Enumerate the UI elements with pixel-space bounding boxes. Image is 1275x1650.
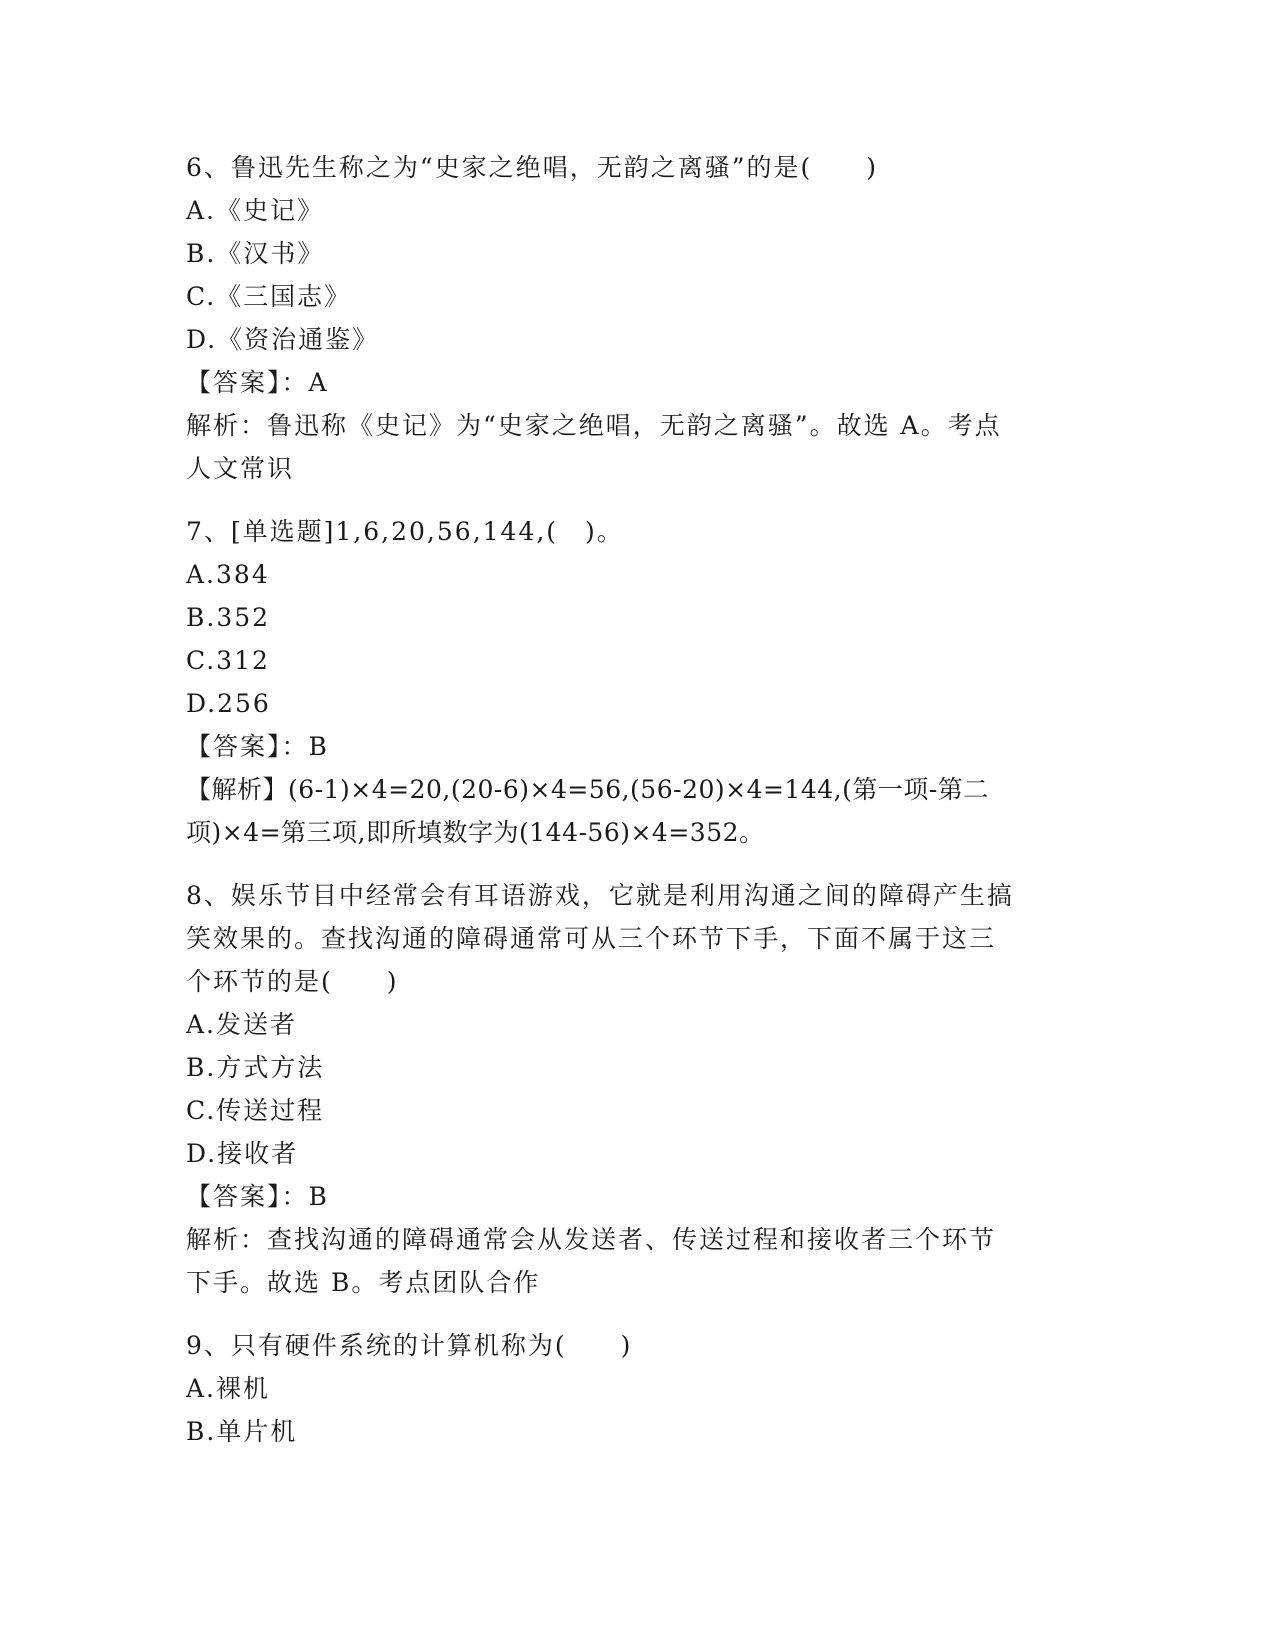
option-d: D.《资治通鉴》 (186, 325, 380, 354)
analysis-line: 解析：鲁迅称《史记》为“史家之绝唱，无韵之离骚”。故选 A。考点 (186, 411, 1002, 440)
option-c: C.《三国志》 (186, 282, 352, 311)
option-b: B.352 (186, 603, 271, 632)
question-9 (186, 1324, 1086, 1453)
question-stem: 7、[单选题]1,6,20,56,144,( )。 (186, 517, 624, 546)
option-b: B.单片机 (186, 1417, 298, 1446)
option-c: C.传送过程 (186, 1096, 325, 1125)
question-stem: 9、只有硬件系统的计算机称为( ) (186, 1331, 633, 1360)
option-a: A.裸机 (186, 1374, 271, 1403)
analysis-line: 解析：查找沟通的障碍通常会从发送者、传送过程和接收者三个环节 (186, 1225, 997, 1254)
analysis-line: 下手。故选 B。考点团队合作 (186, 1268, 541, 1297)
question-stem-line: 8、娱乐节目中经常会有耳语游戏，它就是利用沟通之间的障碍产生搞 (186, 881, 1014, 910)
answer-line: 【答案】：B (186, 732, 329, 761)
question-6 (186, 146, 1086, 490)
question-stem: 6、鲁迅先生称之为“史家之绝唱，无韵之离骚”的是( ) (186, 153, 878, 182)
option-c: C.312 (186, 646, 270, 675)
analysis-line: 人文常识 (186, 454, 295, 483)
option-d: D.接收者 (186, 1139, 299, 1168)
option-b: B.《汉书》 (186, 239, 325, 268)
question-stem-line: 笑效果的。查找沟通的障碍通常可从三个环节下手，下面不属于这三 (186, 924, 997, 953)
question-8 (186, 874, 1086, 1304)
question-stem-line: 个环节的是( ) (186, 967, 399, 996)
option-a: A.发送者 (186, 1010, 298, 1039)
option-a: A.《史记》 (186, 196, 325, 225)
analysis-line: 【解析】(6-1)×4=20,(20-6)×4=56,(56-20)×4=144,(第一项-第二 (186, 775, 989, 804)
option-a: A.384 (186, 560, 270, 589)
question-list (186, 146, 1086, 1453)
answer-line: 【答案】：B (186, 1182, 329, 1211)
analysis-line: 项)×4=第三项,即所填数字为(144-56)×4=352。 (186, 818, 765, 847)
option-b: B.方式方法 (186, 1053, 325, 1082)
option-d: D.256 (186, 689, 271, 718)
question-7 (186, 510, 1086, 854)
answer-line: 【答案】：A (186, 368, 329, 397)
